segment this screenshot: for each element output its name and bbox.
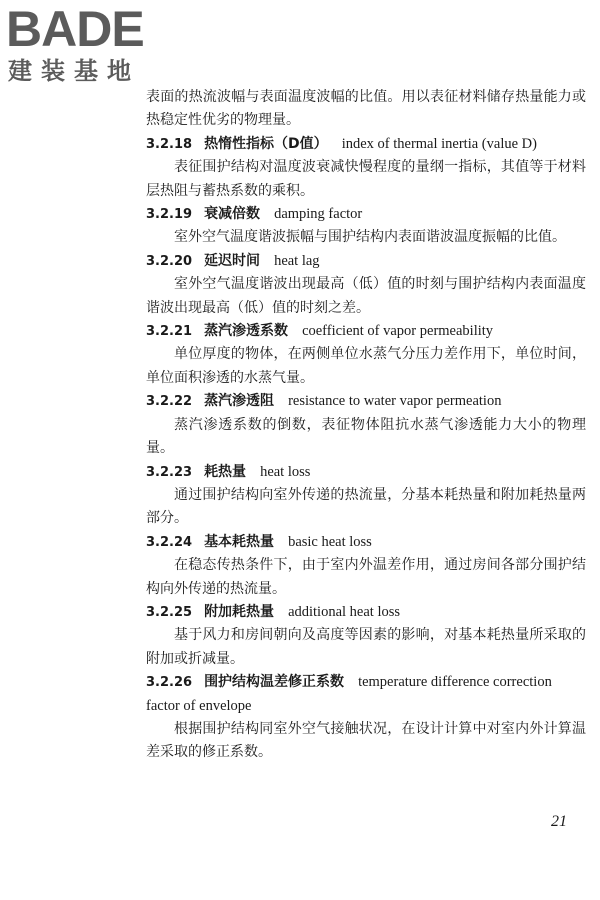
logo-subtitle: 建装基地 <box>8 57 140 85</box>
term-definition: 表征围护结构对温度波衰减快慢程度的量纲一指标，其值等于材料层热阻与蓄热系数的乘积。 <box>146 159 586 199</box>
term-heading <box>146 133 586 156</box>
term-english: additional heat loss <box>288 603 401 620</box>
term-3-2-21 <box>146 320 586 390</box>
intro-paragraph: 表面的热流波幅与表面温度波幅的比值。用以表征材料储存热量能力或热稳定性优劣的物理量。 <box>146 89 586 129</box>
term-definition: 室外空气温度谐波振幅与围护结构内表面谐波温度振幅的比值。 <box>174 229 566 246</box>
term-chinese: 围护结构温差修正系数 <box>204 674 345 691</box>
term-number: 3.2.19 <box>146 207 193 223</box>
term-definition: 蒸汽渗透系数的倒数，表征物体阻抗水蒸气渗透能力大小的物理量。 <box>146 416 586 457</box>
term-number: 3.2.23 <box>146 464 193 480</box>
term-number: 3.2.26 <box>146 675 193 691</box>
term-chinese: 延迟时间 <box>204 252 261 269</box>
term-english: index of thermal inertia (value D) <box>341 135 537 152</box>
term-english: heat lag <box>274 252 320 269</box>
term-3-2-22 <box>146 390 586 460</box>
term-english: damping factor <box>274 206 363 223</box>
term-definition: 通过围护结构向室外传递的热流量，分基本耗热量和附加耗热量两部分。 <box>146 486 586 527</box>
term-heading <box>146 250 586 273</box>
term-chinese: 蒸汽渗透阻 <box>204 393 275 410</box>
term-3-2-18 <box>146 133 586 203</box>
term-chinese: 热惰性指标（D值） <box>204 135 328 152</box>
term-english: temperature difference correction factor of envelope <box>146 674 552 714</box>
term-chinese: 蒸汽渗透系数 <box>204 323 289 340</box>
page-content <box>146 86 586 765</box>
term-3-2-19 <box>146 203 586 250</box>
term-definition: 室外空气温度谐波出现最高（低）值的时刻与围护结构内表面温度谐波出现最高（低）值的时刻之差。 <box>146 276 586 316</box>
term-definition: 在稳态传热条件下，由于室内外温差作用，通过房间各部分围护结构向外传递的热流量。 <box>146 557 586 597</box>
term-heading <box>146 390 586 413</box>
term-3-2-20 <box>146 250 586 320</box>
term-english: basic heat loss <box>288 533 372 550</box>
term-heading <box>146 461 586 484</box>
term-number: 3.2.18 <box>146 136 193 152</box>
term-number: 3.2.21 <box>146 324 193 340</box>
term-chinese: 附加耗热量 <box>204 603 275 620</box>
term-heading <box>146 531 586 554</box>
term-heading <box>146 671 586 718</box>
term-english: coefficient of vapor permeability <box>302 323 494 340</box>
logo-wordmark: BADE <box>6 1 144 57</box>
term-chinese: 基本耗热量 <box>204 533 275 550</box>
term-number: 3.2.20 <box>146 253 193 269</box>
page-number: 21 <box>551 813 567 830</box>
term-3-2-24 <box>146 531 586 601</box>
term-number: 3.2.25 <box>146 604 193 620</box>
term-3-2-23 <box>146 461 586 531</box>
term-number: 3.2.22 <box>146 394 193 410</box>
term-chinese: 衰减倍数 <box>204 206 261 223</box>
term-definition: 基于风力和房间朝向及高度等因素的影响，对基本耗热量所采取的附加或折减量。 <box>146 627 586 667</box>
term-english: heat loss <box>260 463 311 480</box>
bade-logo <box>6 2 176 86</box>
term-definition: 根据围护结构同室外空气接触状况，在设计计算中对室内外计算温差采取的修正系数。 <box>146 720 586 761</box>
term-heading <box>146 320 586 343</box>
term-english: resistance to water vapor permeation <box>288 393 502 410</box>
term-definition: 单位厚度的物体，在两侧单位水蒸气分压力差作用下，单位时间，单位面积渗透的水蒸气量。 <box>146 346 586 386</box>
term-chinese: 耗热量 <box>204 463 247 480</box>
term-heading <box>146 601 586 624</box>
term-3-2-25 <box>146 601 586 671</box>
term-3-2-26 <box>146 671 586 765</box>
term-number: 3.2.24 <box>146 534 193 550</box>
term-heading <box>146 203 586 226</box>
